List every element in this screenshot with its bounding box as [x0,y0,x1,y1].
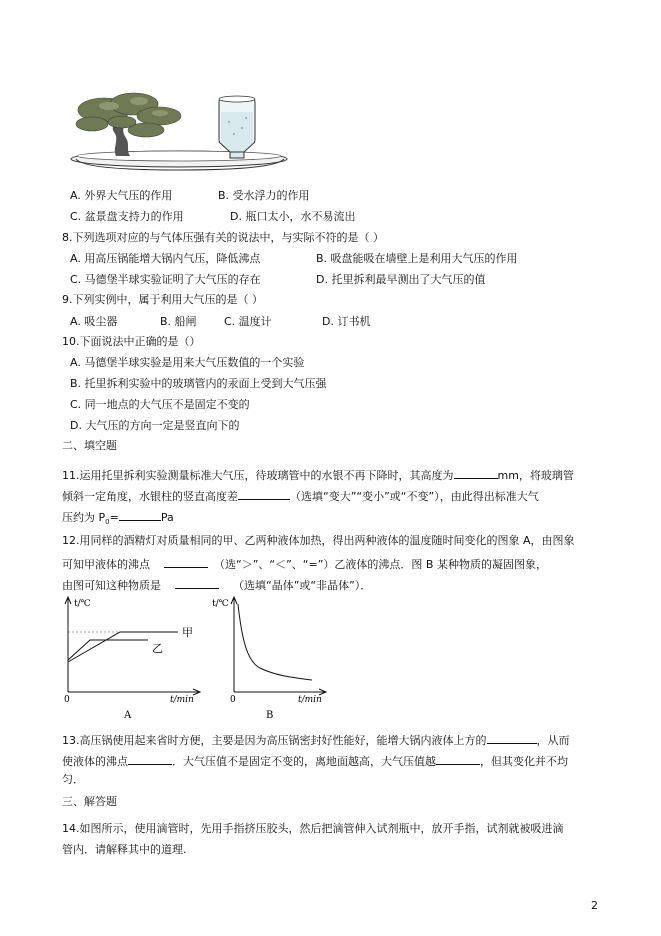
q8-option-b: B. 吸盘能吸在墙壁上是利用大气压的作用 [316,252,518,265]
q9-option-a: A. 吸尘器 [70,315,118,328]
graph-a-label-jia: 甲 [182,626,193,639]
q13-text-1b: ，从而 [536,734,570,747]
q11-line-1 [62,466,574,483]
graph-b-curve [238,604,312,680]
q12-text-3b: （选填“晶体”或“非晶体”）． [233,579,372,592]
q9-option-c: C. 温度计 [224,315,272,328]
q7-option-c: C. 盆景盘支持力的作用 [70,210,184,223]
graph-a [60,592,210,722]
q8-option-a: A. 用高压锅能增大锅内气压，降低沸点 [70,252,261,265]
q14-line-2: 管内．请解释其中的道理. [62,843,187,856]
q11-subscript: 0 [105,518,110,527]
graph-b-caption: B [266,710,274,721]
q8-option-c: C. 马德堡半球实验证明了大气压的存在 [70,273,261,286]
section-answer-heading: 三、解答题 [62,795,117,808]
q9-stem: 9.下列实例中，属于利用大气压的是（ ） [62,293,263,306]
bonsai-bottle-illustration [64,92,294,176]
graph-b-ylabel: t/℃ [212,599,229,609]
q11-text-1b: mm，将玻璃管 [497,469,574,482]
q12-line-1: 12.用同样的酒精灯对质量相同的甲、乙两种液体加热，得出两种液体的温度随时间变化的图象 A，由图象 [62,534,575,547]
graph-b-xlabel: t/min [298,695,322,705]
q13-text-1a: 13.高压锅使用起来省时方便，主要是因为高压锅密封好性能好，能增大锅内液体上方的 [62,734,487,747]
q13-blank-1[interactable] [487,731,537,744]
q7-option-b: B. 受水浮力的作用 [218,189,310,202]
q14-line-1: 14.如图所示，使用滴管时，先用手指挤压胶头，然后把滴管伸入试剂瓶中，放开手指，试剂就被吸进滴 [62,822,564,835]
q12-line-2 [62,555,547,572]
q12-blank-2[interactable] [175,576,219,589]
q10-option-d: D. 大气压的方向一定是竖直向下的 [70,419,240,432]
q11-line-2 [62,487,539,504]
q11-blank-3[interactable] [119,508,161,521]
q11-text-3a: 压约为 P [62,511,106,524]
section-fill-in-heading: 二、填空题 [62,439,117,452]
q10-stem: 10.下面说法中正确的是（） [62,335,201,348]
q13-text-2c: ，但其变化并不均 [480,755,568,768]
q10-option-a: A. 马德堡半球实验是用来大气压数值的一个实验 [70,356,305,369]
q11-line-3 [62,508,174,529]
q11-blank-1[interactable] [454,466,498,479]
q9-option-b: B. 船闸 [160,315,197,328]
q11-text-2b: （选填“变大”“变小”或“不变”），由此得出标准大气 [290,490,539,503]
q13-line-2 [62,752,568,769]
q12-text-3a: 由图可知这种物质是 [62,579,161,592]
graph-b [212,592,336,722]
page-number: 2 [591,899,598,912]
q13-text-2b: ．大气压值不是固定不变的，离地面越高，大气压值越 [172,755,436,768]
q8-stem: 8.下列选项对应的与气体压强有关的说法中，与实际不符的是（ ） [62,231,384,244]
q13-line-1 [62,731,570,748]
q12-text-2a: 可知甲液体的沸点 [62,558,150,571]
q11-text-1a: 11.运用托里拆利实验测量标准大气压，待玻璃管中的水银不再下降时，其高度为 [62,469,454,482]
q11-blank-2[interactable] [238,487,290,500]
graph-a-ylabel: t/℃ [74,599,91,609]
q12-line-3 [62,576,371,593]
q11-text-3b: = [109,511,119,524]
q12-text-2b: （选“＞”、“＜”、“=”）乙液体的沸点．图 B 某种物质的凝固图象， [214,558,547,571]
graph-a-origin: 0 [64,695,70,705]
graph-a-xlabel: t/min [170,695,194,705]
q11-text-3c: Pa [160,511,174,524]
q12-blank-1[interactable] [164,555,208,568]
q7-option-a: A. 外界大气压的作用 [70,189,173,202]
graph-a-label-yi: 乙 [152,642,163,655]
q13-text-2a: 使液体的沸点 [62,755,128,768]
q13-blank-2[interactable] [128,752,172,765]
q8-option-d: D. 托里拆利最早测出了大气压的值 [316,273,486,286]
graph-a-curve-yi [68,640,148,660]
q13-blank-3[interactable] [436,752,480,765]
q9-option-d: D. 订书机 [322,315,371,328]
q13-line-3: 匀． [62,773,84,786]
q11-text-2a: 倾斜一定角度，水银柱的竖直高度差 [62,490,238,503]
q10-option-c: C. 同一地点的大气压不是固定不变的 [70,398,250,411]
graph-a-caption: A [124,710,132,721]
q7-option-d: D. 瓶口太小，水不易流出 [230,210,356,223]
graph-b-origin: 0 [230,695,236,705]
q10-option-b: B. 托里拆利实验中的玻璃管内的汞面上受到大气压强 [70,377,327,390]
